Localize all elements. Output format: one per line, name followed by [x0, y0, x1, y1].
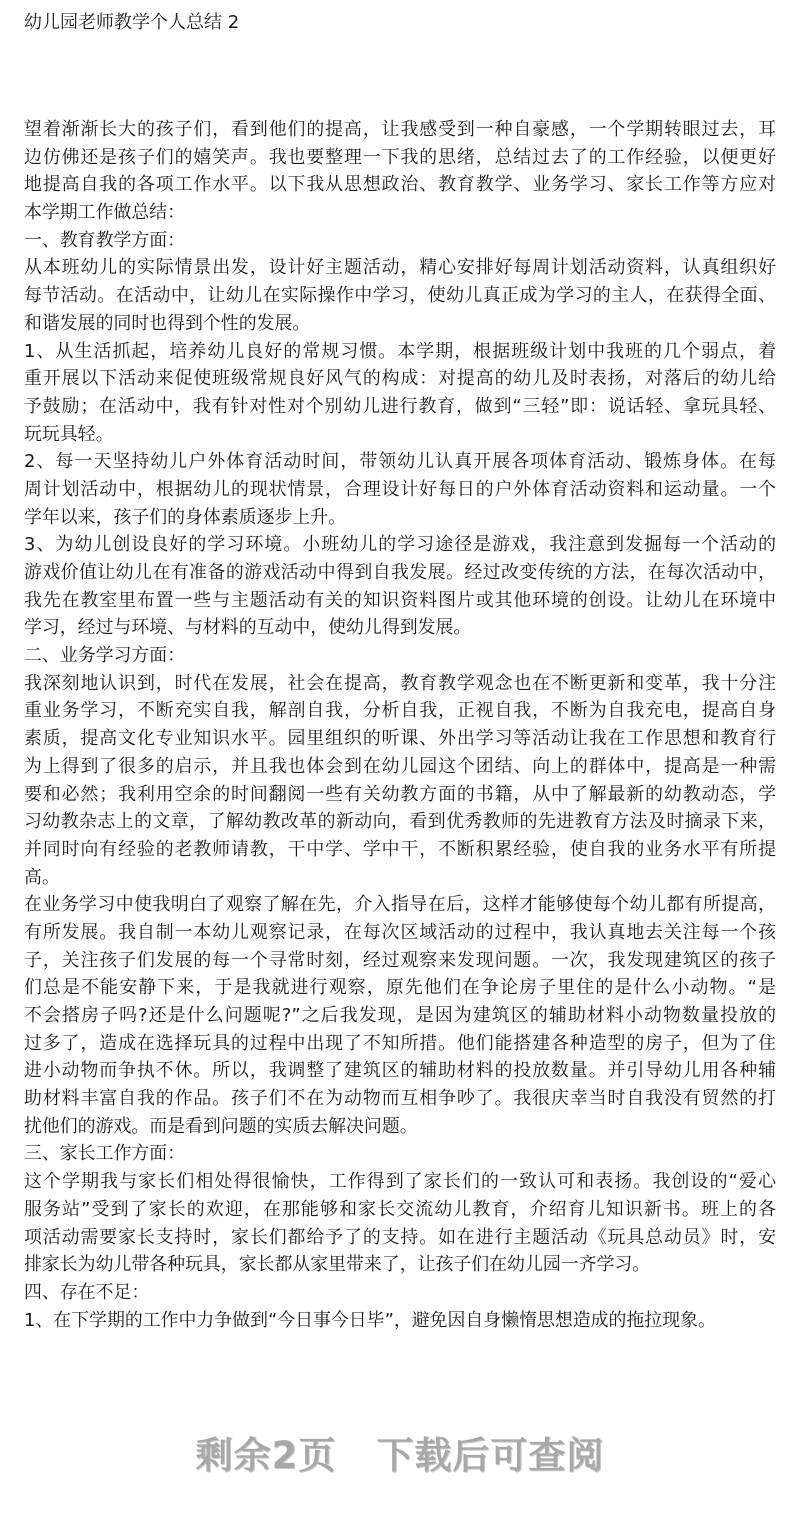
- text-line: 我深刻地认识到，时代在发展，社会在提高，教育教学观念也在不断更新和变革，我十分注: [24, 672, 776, 694]
- paragraph: [24, 227, 776, 255]
- text-line: 望着渐渐长大的孩子们，看到他们的提高，让我感受到一种自豪感，一个学期转眼过去，耳: [24, 119, 776, 140]
- text-line: 我先在教室里布置一些与主题活动有关的知识资料图片或其他环境的创设。让幼儿在环境中: [24, 589, 776, 611]
- text-line: 学年以来，孩子们的身体素质逐步上升。: [24, 506, 347, 528]
- paragraph: [24, 531, 776, 642]
- text-line: 素质，提高文化专业知识水平。园里组织的听课、外出学习等活动让我在工作思想和教育行: [24, 728, 776, 750]
- text-line: 地提高自我的各项工作水平。以下我从思想政治、教育教学、业务学习、家长工作等方应对: [24, 174, 776, 196]
- text-line: 这个学期我与家长们相处得很愉快，工作得到了家长们的一致认可和表扬。我创设的“爱心: [24, 1171, 776, 1193]
- text-line: 予鼓励；在活动中，我有针对性对个别幼儿进行教育，做到“三轻”即：说话轻、拿玩具轻、: [24, 395, 776, 417]
- text-line: 扰他们的游戏。而是看到问题的实质去解决问题。: [24, 1115, 418, 1137]
- paragraph: [24, 670, 776, 892]
- paragraph: [24, 254, 776, 337]
- text-line: 1、从生活抓起，培养幼儿良好的常规习惯。本学期，根据班级计划中我班的几个弱点，着: [24, 340, 776, 362]
- document-body: [24, 116, 776, 1334]
- text-line: 和谐发展的同时也得到个性的发展。: [24, 312, 311, 334]
- text-line: 们总是不能安静下来，于是我就进行观察，原先他们在争论房子里住的是什么小动物。“是: [24, 977, 776, 999]
- text-line: 3、为幼儿创设良好的学习环境。小班幼儿的学习途径是游戏，我注意到发掘每一个活动的: [24, 534, 776, 556]
- paragraph: [24, 1307, 776, 1335]
- paragraph: [24, 1168, 776, 1279]
- text-line: 玩玩具轻。: [24, 423, 114, 445]
- paragraph: [24, 642, 776, 670]
- text-line: 服务站”受到了家长的欢迎，在那能够和家长交流幼儿教育，介绍育儿知识新书。班上的各: [24, 1198, 776, 1220]
- paragraph: [24, 1140, 776, 1168]
- text-line: 从本班幼儿的实际情景出发，设计好主题活动，精心安排好每周计划活动资料，认真组织好: [24, 257, 776, 279]
- text-line: 过多了，造成在选择玩具的过程中出现了不知所措。他们能搭建各种造型的房子，但为了住: [24, 1032, 776, 1054]
- text-line: 子，关注孩子们发展的每一个寻常时刻，经过观察来发现问题。一次，我发现建筑区的孩子: [24, 949, 776, 971]
- paragraph: [24, 338, 776, 449]
- text-line: 游戏价值让幼儿在有准备的游戏活动中得到自我发展。经过改变传统的方法，在每次活动中，: [24, 562, 776, 583]
- text-line: 在业务学习中使我明白了观察了解在先，介入指导在后，这样才能够使每个幼儿都有所提高，: [24, 894, 776, 916]
- paragraph: [24, 891, 776, 1140]
- text-line: 习幼教杂志上的文章，了解幼教改革的新动向，看到优秀教师的先进教育方法及时摘录下来，: [24, 811, 776, 833]
- text-line: 不会搭房子吗?还是什么问题呢?”之后我发现，是因为建筑区的辅助材料小动物数量投放的: [24, 1005, 776, 1026]
- text-line: 学习，经过与环境、与材料的互动中，使幼儿得到发展。: [24, 617, 472, 639]
- remaining-pages-text: 剩余2页: [195, 1434, 337, 1477]
- text-line: 为上得到了很多的启示，并且我也体会到在幼儿园这个团结、向上的群体中，提高是一种需: [24, 755, 776, 777]
- text-line: 高。: [24, 866, 60, 888]
- text-line: 一、教育教学方面：: [24, 229, 186, 251]
- download-prompt[interactable]: [0, 1425, 800, 1479]
- text-line: 1、在下学期的工作中力争做到“今日事今日毕”，避免因自身懒惰思想造成的拖拉现象。: [24, 1309, 716, 1331]
- text-line: 四、存在不足：: [24, 1281, 150, 1303]
- text-line: 本学期工作做总结：: [24, 202, 186, 224]
- text-line: 重业务学习，不断充实自我，解剖自我，分析自我，正视自我，不断为自我充电，提高自身: [24, 700, 776, 722]
- text-line: 二、业务学习方面：: [24, 645, 186, 667]
- paragraph: [24, 116, 776, 227]
- text-line: 进小动物而争执不休。所以，我调整了建筑区的辅助材料的投放数量。并引导幼儿用各种辅: [24, 1060, 776, 1082]
- paragraph: [24, 448, 776, 531]
- text-line: 周计划活动中，根据幼儿的现状情景，合理设计好每日的户外体育活动资料和运动量。一个: [24, 478, 776, 500]
- text-line: 2、每一天坚持幼儿户外体育活动时间，带领幼儿认真开展各项体育活动、锻炼身体。在每: [24, 451, 776, 473]
- text-line: 有所发展。我自制一本幼儿观察记录，在每次区域活动的过程中，我认真地去关注每一个孩: [24, 921, 776, 943]
- text-line: 并同时向有经验的老教师请教，干中学、学中干，不断积累经验，使自我的业务水平有所提: [24, 838, 776, 860]
- text-line: 助材料丰富自我的作品。孩子们不在为动物而互相争吵了。我很庆幸当时自我没有贸然的打: [24, 1088, 776, 1110]
- text-line: 边仿佛还是孩子们的嬉笑声。我也要整理一下我的思绪，总结过去了的工作经验，以便更好: [24, 146, 776, 168]
- text-line: 要和必然；我利用空余的时间翻阅一些有关幼教方面的书籍，从中了解最新的幼教动态，学: [24, 783, 776, 805]
- text-line: 三、家长工作方面：: [24, 1143, 186, 1165]
- text-line: 项活动需要家长支持时，家长们都给予了的支持。如在进行主题活动《玩具总动员》时，安: [24, 1226, 776, 1248]
- text-line: 排家长为幼儿带各种玩具，家长都从家里带来了，让孩子们在幼儿园一齐学习。: [24, 1254, 651, 1276]
- document-title: 幼儿园老师教学个人总结 2: [24, 12, 240, 33]
- download-to-view-text: 下载后可查阅: [376, 1434, 605, 1477]
- text-line: 每节活动。在活动中，让幼儿在实际操作中学习，使幼儿真正成为学习的主人，在获得全面、: [24, 285, 776, 307]
- text-line: 重开展以下活动来促使班级常规良好风气的构成：对提高的幼儿及时表扬，对落后的幼儿给: [24, 368, 776, 390]
- paragraph: [24, 1279, 776, 1307]
